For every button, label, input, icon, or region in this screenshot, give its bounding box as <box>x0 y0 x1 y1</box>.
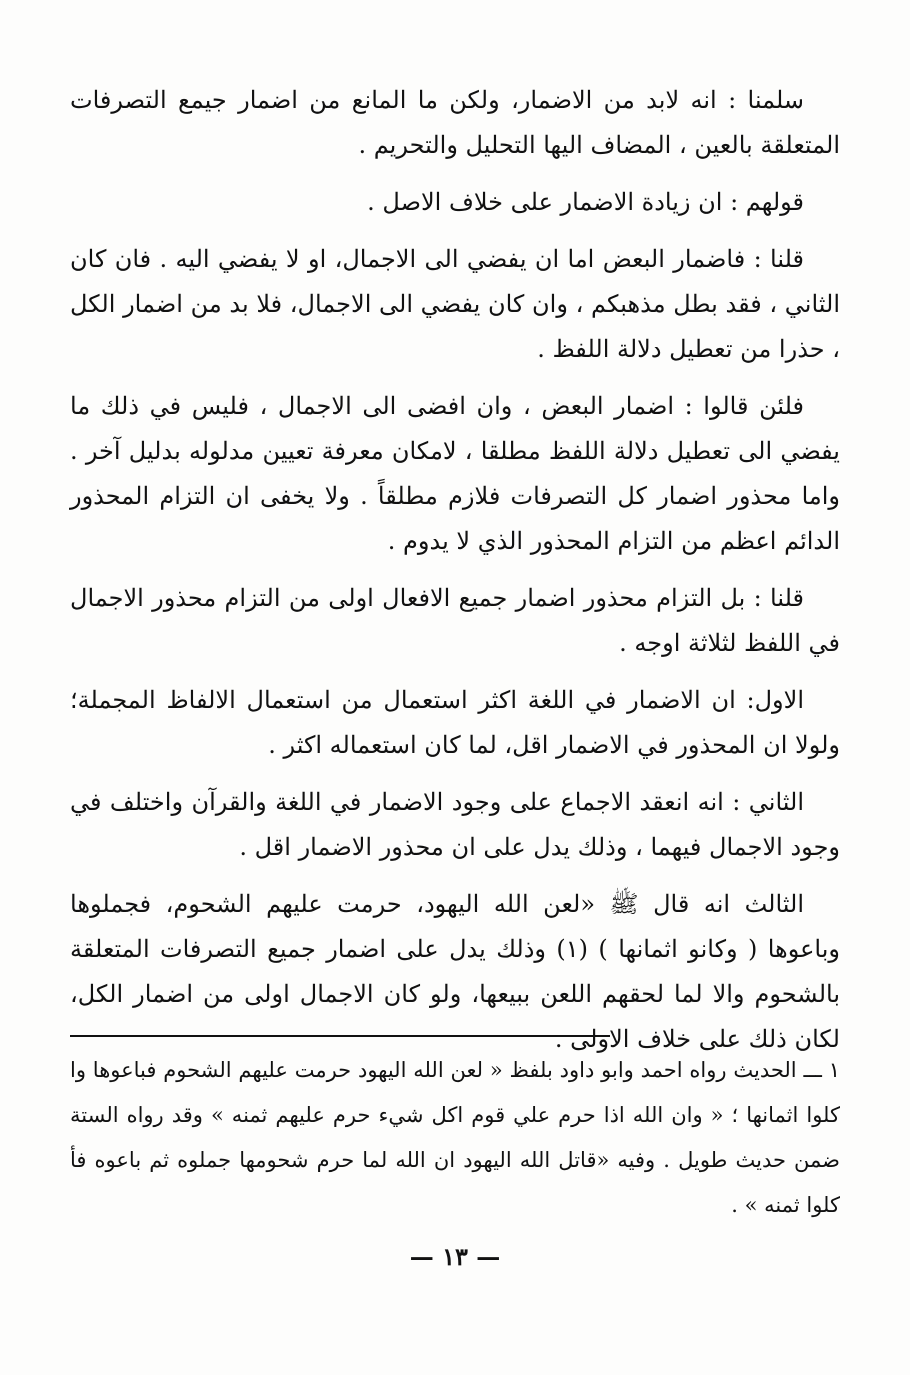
paragraph: فلئن قالوا : اضمار البعض ، وان افضى الى الاجمال ، فليس في ذلك ما يفضي الى تعطيل دلالة اللفظ مطلقا ، لامكان معرفة تعيين مدلوله بدليل آخر . واما محذور اضمار كل التصرفات فلازم مطلقاً . ولا يخفى ان التزام المحذور الدائم اعظم من التزام المحذور الذي لا يدوم . <box>70 392 840 555</box>
paragraph: قولهم : ان زيادة الاضمار على خلاف الاصل . <box>367 188 804 216</box>
footnotes <box>70 1048 840 1228</box>
footnote: ١ ـــ الحديث رواه احمد وابو داود بلفظ « لعن الله اليهود حرمت عليهم الشحوم فباعوها وا كلوا اثمانها ؛ « وان الله اذا حرم علي قوم اكل شيء حرم عليهم ثمنه » وقد رواه الستة ضمن حديث طويل . وفيه «قاتل الله اليهود ان الله لما حرم شحومها جملوه ثم باعوه فأ كلوا ثمنه » . <box>70 1058 841 1217</box>
page-number: — ١٣ — <box>409 1242 501 1271</box>
paragraph: الثاني : انه انعقد الاجماع على وجود الاضمار في اللغة والقرآن واختلف في وجود الاجمال فيهما ، وذلك يدل على ان محذور الاضمار اقل . <box>70 788 840 861</box>
paragraph: سلمنا : انه لابد من الاضمار، ولكن ما المانع من اضمار جيمع التصرفات المتعلقة بالعين ، المضاف اليها التحليل والتحريم . <box>70 86 840 159</box>
paragraph: قلنا : بل التزام محذور اضمار جميع الافعال اولى من التزام محذور الاجمال في اللفظ لثلاثة اوجه . <box>70 584 840 657</box>
footnote-divider <box>70 1035 610 1037</box>
paragraph: الثالث انه قال ﷺ «لعن الله اليهود، حرمت عليهم الشحوم، فجملوها وباعوها ( وكانو اثمانها ) (١) وذلك يدل على اضمار جميع التصرفات المتعلقة بالشحوم والا لما لحقهم اللعن ببيعها، ولو كان الاجمال اولى من اضمار الكل، لكان ذلك على خلاف الاولى . <box>70 890 841 1053</box>
paragraph: قلنا : فاضمار البعض اما ان يفضي الى الاجمال، او لا يفضي اليه . فان كان الثاني ، فقد بطل مذهبكم ، وان كان يفضي الى الاجمال، فلا بد من اضمار الكل ، حذرا من تعطيل دلالة اللفظ . <box>70 245 840 363</box>
body-text <box>70 78 840 1074</box>
paragraph: الاول: ان الاضمار في اللغة اكثر استعمال من استعمال الالفاظ المجملة؛ ولولا ان المحذور في الاضمار اقل، لما كان استعماله اكثر . <box>70 686 840 759</box>
